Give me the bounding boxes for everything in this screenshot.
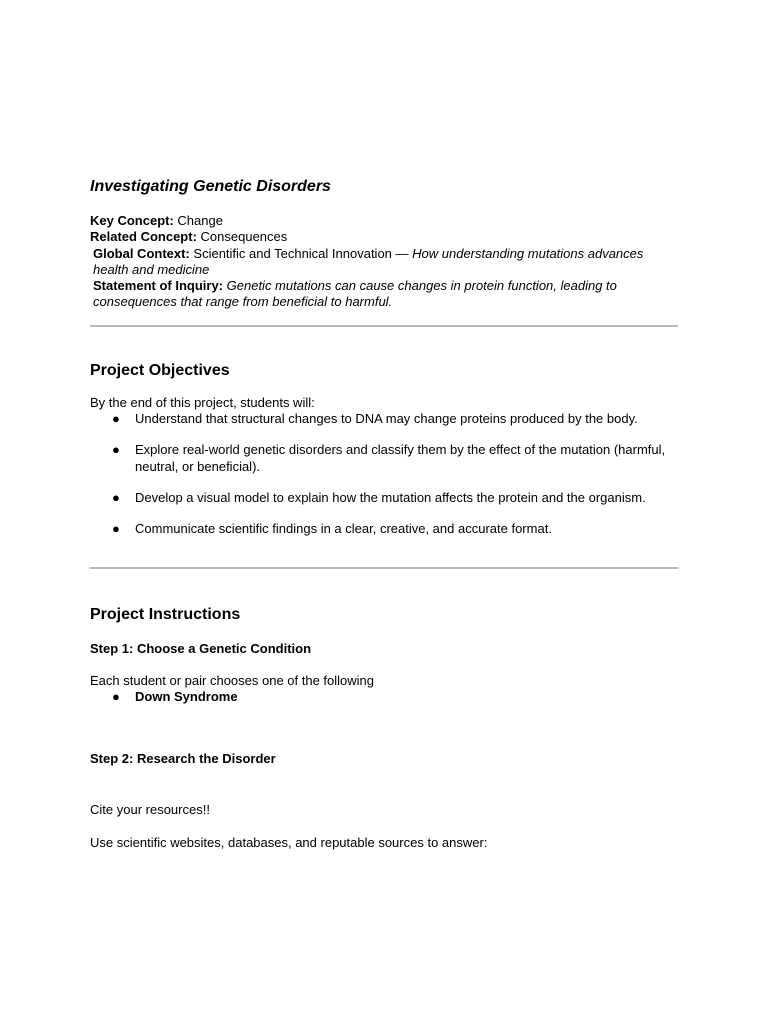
bullet-icon: ● <box>112 521 120 537</box>
objective-text: Understand that structural changes to DNA may change proteins produced by the body. <box>135 411 638 427</box>
related-concept-value: Consequences <box>200 229 288 245</box>
global-context-line <box>90 246 678 279</box>
document-body <box>90 176 678 852</box>
condition-text: Down Syndrome <box>135 688 238 704</box>
instructions-heading: Project Instructions <box>90 605 241 623</box>
key-concept-value: Change <box>177 213 223 228</box>
list-item <box>90 411 678 427</box>
objective-text: Explore real-world genetic disorders and classify them by the effect of the mutation (harmful, neutral, or beneficial). <box>135 442 666 474</box>
bullet-icon: ● <box>112 489 120 505</box>
list-item <box>90 442 678 475</box>
statement-of-inquiry-value: Genetic mutations can cause changes in protein function, leading to consequences that range from beneficial to harmful. <box>93 278 617 310</box>
global-context-value: Scientific and Technical Innovation — <box>193 245 413 261</box>
divider <box>90 325 678 327</box>
step-1-title: Step 1: Choose a Genetic Condition <box>90 640 312 656</box>
objectives-heading: Project Objectives <box>90 361 230 379</box>
conditions-list <box>90 689 678 705</box>
step-1-text: Each student or pair chooses one of the following <box>90 672 375 688</box>
bullet-icon: ● <box>112 688 120 704</box>
global-context-italic: How understanding mutations advances health and medicine <box>93 245 644 277</box>
objectives-list <box>90 411 678 537</box>
global-context-label: Global Context: <box>93 245 190 261</box>
bullet-icon: ● <box>112 442 120 458</box>
objectives-intro: By the end of this project, students will: <box>90 394 315 410</box>
document-title: Investigating Genetic Disorders <box>90 178 331 195</box>
objective-text: Communicate scientific findings in a clear, creative, and accurate format. <box>135 521 552 537</box>
list-item <box>90 521 678 537</box>
statement-of-inquiry-label: Statement of Inquiry: <box>93 278 224 294</box>
divider <box>90 567 678 569</box>
unit-metadata <box>90 213 678 311</box>
cite-resources-text: Cite your resources!! <box>90 802 210 818</box>
step-2-title: Step 2: Research the Disorder <box>90 751 276 767</box>
objective-text: Develop a visual model to explain how the mutation affects the protein and the organism. <box>135 489 646 505</box>
related-concept-line <box>90 229 678 245</box>
key-concept-line <box>90 213 678 229</box>
related-concept-label: Related Concept: <box>90 229 197 245</box>
list-item <box>90 490 678 506</box>
bullet-icon: ● <box>112 411 120 427</box>
list-item <box>90 689 678 705</box>
key-concept-label: Key Concept: <box>90 213 174 228</box>
statement-of-inquiry-line <box>90 278 678 311</box>
sources-instruction-text: Use scientific websites, databases, and reputable sources to answer: <box>90 835 488 851</box>
